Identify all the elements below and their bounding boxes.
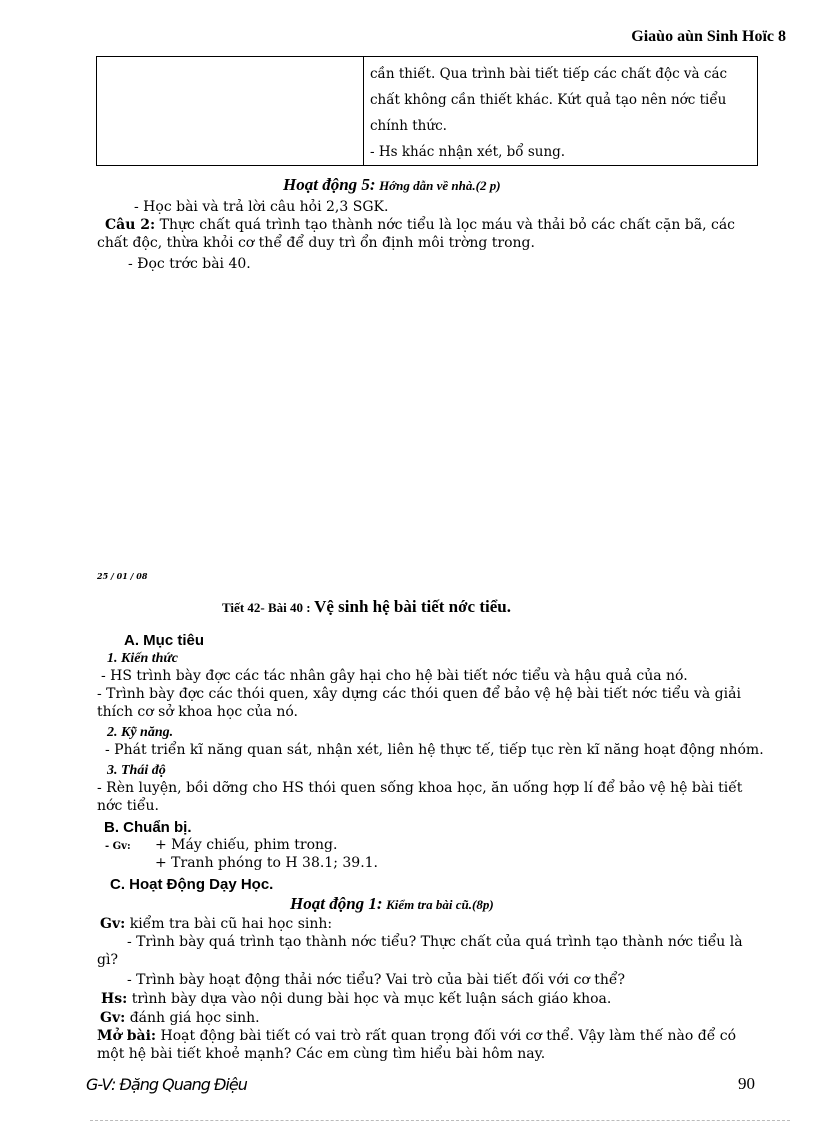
teacher-signature: G-V: Đặng Quang Điệu	[86, 1075, 247, 1094]
footer-divider	[90, 1120, 790, 1122]
activity5-heading: Hoạt động 5: Hớng dẫn về nhà.(2 p)	[283, 175, 501, 194]
table-line: cần thiết. Qua trình bài tiết tiếp các chất độc và các	[370, 66, 728, 82]
prep-item-1: + Máy chiếu, phim trong.	[155, 837, 338, 853]
homework-line-1: - Học bài và trả lời câu hỏi 2,3 SGK.	[134, 199, 389, 215]
knowledge-item-1: - HS trình bày đợc các tác nhân gây hại cho hệ bài tiết nớc tiểu và hậu quả của nó.	[101, 668, 688, 684]
homework-question-2: Câu 2: Thực chất quá trình tạo thành nớc tiểu là lọc máu và thải bỏ các chất cặn bã, các chất độc, thừa khỏi cơ thể để duy trì ổn định môi trờng trong.	[97, 217, 736, 251]
table-line: chính thức.	[370, 118, 447, 134]
page-number: 90	[738, 1074, 755, 1093]
knowledge-item-2: - Trình bày đợc các thói quen, xây dựng các thói quen để bảo vệ hệ bài tiết nớc tiểu và giải thích cơ sở khoa học của nó.	[97, 686, 741, 720]
subheading-skills: 2. Kỹ năng.	[107, 725, 174, 740]
table-line: - Hs khác nhận xét, bổ sung.	[370, 144, 566, 160]
question-2: - Trình bày hoạt động thải nớc tiểu? Vai trò của bài tiết đối với cơ thể?	[127, 972, 626, 988]
hs-answer-line: Hs: trình bày dựa vào nội dung bài học và mục kết luận sách giáo khoa.	[101, 991, 612, 1007]
table-right-cell	[364, 57, 758, 166]
gv-check-line: Gv: kiểm tra bài cũ hai học sinh:	[100, 916, 333, 932]
table-left-cell	[97, 57, 364, 166]
intro-paragraph: Mở bài: Hoạt động bài tiết có vai trò rất quan trọng đối với cơ thể. Vậy làm thế nào để có một hệ bài tiết khoẻ mạnh? Các em cùng tìm hiểu bài hôm nay.	[97, 1028, 737, 1062]
gv-label: - Gv:	[105, 841, 131, 852]
table-line: chất không cần thiết khác. Kứt quả tạo nên nớc tiểu	[370, 92, 727, 108]
homework-line-3: - Đọc trớc bài 40.	[128, 256, 251, 272]
section-b-heading: B. Chuẩn bị.	[104, 819, 192, 836]
attitude-item-1: - Rèn luyện, bồi dỡng cho HS thói quen sống khoa học, ăn uống hợp lí để bảo vệ hệ bài tiết nớc tiểu.	[97, 780, 743, 814]
lesson-date: 25 / 01 / 08	[97, 571, 148, 581]
question-1: - Trình bày quá trình tạo thành nớc tiểu? Thực chất của quá trình tạo thành nớc tiểu là gì?	[97, 934, 743, 968]
section-a-heading: A. Mục tiêu	[124, 632, 205, 649]
activity1-heading: Hoạt động 1: Kiểm tra bài cũ.(8p)	[290, 894, 494, 913]
prep-item-2: + Tranh phóng to H 38.1; 39.1.	[155, 855, 379, 871]
skills-item-1: - Phát triển kĩ năng quan sát, nhận xét, liên hệ thực tế, tiếp tục rèn kĩ năng hoạt động nhóm.	[105, 742, 764, 758]
lesson-title: Tiết 42- Bài 40 : Vệ sinh hệ bài tiết nớc tiểu.	[222, 597, 511, 616]
continuation-table	[96, 56, 758, 166]
header-title: Giaùo aùn Sinh Hoïc 8	[631, 28, 786, 45]
gv-evaluate-line: Gv: đánh giá học sinh.	[100, 1010, 260, 1026]
section-c-heading: C. Hoạt Động Dạy Học.	[110, 876, 274, 893]
subheading-attitude: 3. Thái độ	[107, 763, 166, 778]
subheading-knowledge: 1. Kiến thức	[107, 651, 179, 666]
